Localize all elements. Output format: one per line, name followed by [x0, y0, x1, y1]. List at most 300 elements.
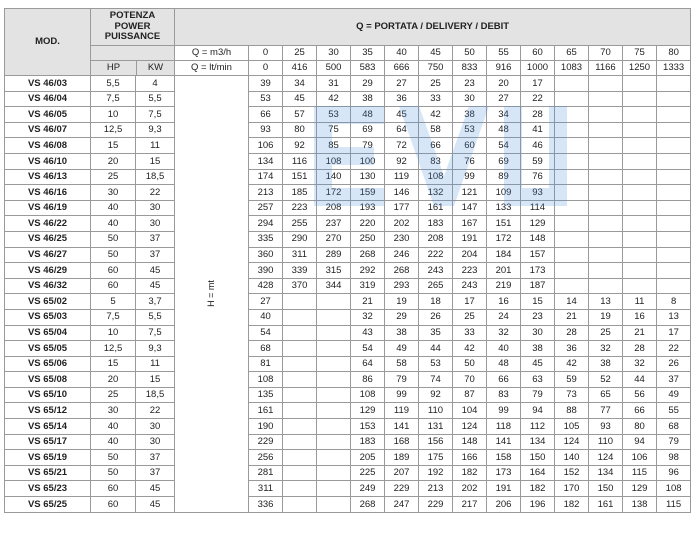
head-value-cell: 132: [419, 185, 453, 201]
model-cell: VS 46/19: [5, 200, 91, 216]
kw-cell: 7,5: [136, 107, 175, 123]
head-value-cell: 63: [521, 372, 555, 388]
head-value-cell: 11: [623, 294, 657, 310]
table-row: [5, 465, 691, 481]
head-value-cell: 185: [283, 185, 317, 201]
head-value-cell: 88: [555, 403, 589, 419]
head-value-cell: 75: [317, 122, 351, 138]
head-value-cell: [283, 434, 317, 450]
head-value-cell: 92: [419, 387, 453, 403]
head-value-cell: 45: [521, 356, 555, 372]
q-m3h-value: 25: [283, 46, 317, 61]
kw-cell: 18,5: [136, 387, 175, 403]
head-value-cell: [555, 278, 589, 294]
head-value-cell: 243: [419, 263, 453, 279]
kw-cell: 45: [136, 481, 175, 497]
head-value-cell: 208: [317, 200, 351, 216]
q-ltmin-value: 500: [317, 61, 351, 76]
head-value-cell: 23: [453, 76, 487, 92]
head-value-cell: 53: [249, 91, 283, 107]
head-value-cell: 110: [589, 434, 623, 450]
head-value-cell: 26: [657, 356, 691, 372]
table-row: [5, 481, 691, 497]
head-value-cell: 22: [657, 341, 691, 357]
head-value-cell: 44: [419, 341, 453, 357]
head-value-cell: 158: [487, 450, 521, 466]
head-value-cell: [623, 247, 657, 263]
head-value-cell: 53: [419, 356, 453, 372]
head-value-cell: [317, 325, 351, 341]
model-cell: VS 65/12: [5, 403, 91, 419]
head-value-cell: 79: [351, 138, 385, 154]
head-value-cell: 175: [419, 450, 453, 466]
head-value-cell: 8: [657, 294, 691, 310]
hp-cell: 25: [91, 169, 136, 185]
head-value-cell: [657, 91, 691, 107]
head-value-cell: 65: [589, 387, 623, 403]
head-value-cell: 184: [487, 247, 521, 263]
head-value-cell: [657, 263, 691, 279]
head-value-cell: [317, 341, 351, 357]
head-value-cell: 129: [521, 216, 555, 232]
head-value-cell: [317, 403, 351, 419]
hp-cell: 20: [91, 153, 136, 169]
head-value-cell: 294: [249, 216, 283, 232]
head-value-cell: 16: [623, 309, 657, 325]
head-value-cell: 129: [623, 481, 657, 497]
q-ltmin-value: 1000: [521, 61, 555, 76]
head-value-cell: 32: [589, 341, 623, 357]
kw-cell: 11: [136, 138, 175, 154]
head-value-cell: 115: [623, 465, 657, 481]
head-value-cell: 99: [487, 403, 521, 419]
head-value-cell: 124: [453, 419, 487, 435]
head-value-cell: [657, 185, 691, 201]
head-value-cell: [317, 387, 351, 403]
head-value-cell: 230: [385, 231, 419, 247]
head-value-cell: 85: [317, 138, 351, 154]
head-value-cell: 151: [487, 216, 521, 232]
hp-cell: 12,5: [91, 122, 136, 138]
head-value-cell: 26: [419, 309, 453, 325]
model-header: MOD.: [5, 9, 91, 76]
model-cell: VS 46/16: [5, 185, 91, 201]
head-value-cell: 336: [249, 497, 283, 513]
head-value-cell: 339: [283, 263, 317, 279]
head-value-cell: 27: [487, 91, 521, 107]
head-value-cell: 38: [385, 325, 419, 341]
head-value-cell: 335: [249, 231, 283, 247]
head-value-cell: [623, 169, 657, 185]
head-value-cell: 38: [521, 341, 555, 357]
table-row: [5, 247, 691, 263]
kw-cell: 30: [136, 434, 175, 450]
head-value-cell: 68: [249, 341, 283, 357]
head-value-cell: [623, 278, 657, 294]
head-value-cell: 94: [521, 403, 555, 419]
table-row: [5, 76, 691, 92]
head-value-cell: 43: [351, 325, 385, 341]
model-cell: VS 46/08: [5, 138, 91, 154]
head-value-cell: 92: [283, 138, 317, 154]
head-value-cell: 104: [453, 403, 487, 419]
head-value-cell: 270: [317, 231, 351, 247]
hp-cell: 10: [91, 107, 136, 123]
q-m3h-value: 40: [385, 46, 419, 61]
power-label-fr: PUISSANCE: [104, 31, 161, 43]
head-value-cell: 148: [453, 434, 487, 450]
head-value-cell: 14: [555, 294, 589, 310]
model-cell: VS 46/03: [5, 76, 91, 92]
head-value-cell: 150: [589, 481, 623, 497]
model-cell: VS 65/17: [5, 434, 91, 450]
model-cell: VS 46/13: [5, 169, 91, 185]
model-cell: VS 46/04: [5, 91, 91, 107]
head-value-cell: 29: [351, 76, 385, 92]
hp-cell: 50: [91, 465, 136, 481]
head-value-cell: 124: [555, 434, 589, 450]
head-value-cell: 173: [521, 263, 555, 279]
head-value-cell: [657, 138, 691, 154]
head-value-cell: [589, 231, 623, 247]
head-value-cell: 311: [249, 481, 283, 497]
q-ltmin-value: 1083: [555, 61, 589, 76]
head-value-cell: 150: [521, 450, 555, 466]
head-value-cell: 191: [453, 231, 487, 247]
head-value-cell: 81: [249, 356, 283, 372]
kw-cell: 30: [136, 216, 175, 232]
head-value-cell: 246: [385, 247, 419, 263]
head-value-cell: [555, 153, 589, 169]
head-value-cell: [657, 122, 691, 138]
head-value-cell: 129: [351, 403, 385, 419]
kw-cell: 5,5: [136, 309, 175, 325]
kw-cell: 22: [136, 403, 175, 419]
head-value-cell: 79: [657, 434, 691, 450]
head-value-cell: 290: [283, 231, 317, 247]
hp-unit: HP: [91, 61, 137, 75]
head-value-cell: [555, 138, 589, 154]
power-units-cell: [91, 46, 175, 76]
head-value-cell: [555, 200, 589, 216]
hp-cell: 20: [91, 372, 136, 388]
head-value-cell: 292: [351, 263, 385, 279]
head-value-cell: 42: [555, 356, 589, 372]
head-value-cell: [283, 497, 317, 513]
head-value-cell: 135: [249, 387, 283, 403]
table-row: [5, 403, 691, 419]
head-value-cell: 38: [589, 356, 623, 372]
head-value-cell: 69: [351, 122, 385, 138]
head-value-cell: [657, 200, 691, 216]
head-value-cell: 34: [487, 107, 521, 123]
head-value-cell: 69: [487, 153, 521, 169]
head-value-cell: [283, 419, 317, 435]
model-cell: VS 65/04: [5, 325, 91, 341]
hp-cell: 40: [91, 434, 136, 450]
head-value-cell: 105: [555, 419, 589, 435]
head-value-cell: 36: [385, 91, 419, 107]
head-value-cell: 19: [385, 294, 419, 310]
head-value-cell: 118: [487, 419, 521, 435]
head-value-cell: 54: [351, 341, 385, 357]
head-value-cell: 31: [317, 76, 351, 92]
head-value-cell: [623, 122, 657, 138]
head-value-cell: 315: [317, 263, 351, 279]
head-value-cell: 70: [453, 372, 487, 388]
power-label-it: POTENZA: [109, 10, 156, 22]
head-value-cell: 93: [249, 122, 283, 138]
head-value-cell: 196: [521, 497, 555, 513]
head-value-cell: 390: [249, 263, 283, 279]
head-value-cell: 222: [419, 247, 453, 263]
head-value-cell: 134: [521, 434, 555, 450]
head-value-cell: 146: [385, 185, 419, 201]
head-value-cell: 48: [487, 122, 521, 138]
flow-header: Q = PORTATA / DELIVERY / DEBIT: [175, 9, 691, 46]
head-value-cell: 15: [521, 294, 555, 310]
table-row: [5, 450, 691, 466]
head-value-cell: 24: [487, 309, 521, 325]
head-value-cell: 74: [419, 372, 453, 388]
head-value-cell: [589, 107, 623, 123]
model-cell: VS 65/03: [5, 309, 91, 325]
head-value-cell: 96: [657, 465, 691, 481]
head-value-cell: [317, 419, 351, 435]
kw-cell: 15: [136, 372, 175, 388]
head-value-cell: [623, 153, 657, 169]
head-value-cell: 87: [453, 387, 487, 403]
head-value-cell: 93: [589, 419, 623, 435]
head-value-cell: [589, 153, 623, 169]
hp-cell: 50: [91, 231, 136, 247]
head-value-cell: [623, 263, 657, 279]
head-value-cell: 40: [487, 341, 521, 357]
head-value-cell: [589, 278, 623, 294]
head-value-cell: 29: [385, 309, 419, 325]
head-unit-label: H = mt: [205, 280, 216, 308]
head-value-cell: [283, 465, 317, 481]
hp-cell: 60: [91, 278, 136, 294]
head-value-cell: 41: [521, 122, 555, 138]
head-value-cell: [589, 138, 623, 154]
head-value-cell: 49: [385, 341, 419, 357]
head-value-cell: 281: [249, 465, 283, 481]
kw-cell: 37: [136, 465, 175, 481]
head-value-cell: [589, 122, 623, 138]
head-value-cell: 21: [623, 325, 657, 341]
head-value-cell: 18: [419, 294, 453, 310]
head-value-cell: 83: [419, 153, 453, 169]
q-m3h-value: 55: [487, 46, 521, 61]
head-value-cell: 30: [453, 91, 487, 107]
model-cell: VS 46/25: [5, 231, 91, 247]
head-value-cell: [623, 216, 657, 232]
head-value-cell: 112: [521, 419, 555, 435]
head-value-cell: 66: [623, 403, 657, 419]
head-value-cell: 182: [453, 465, 487, 481]
head-value-cell: 21: [555, 309, 589, 325]
kw-cell: 9,3: [136, 341, 175, 357]
q-ltmin-value: 833: [453, 61, 487, 76]
head-value-cell: [623, 138, 657, 154]
head-value-cell: [589, 185, 623, 201]
head-value-cell: [283, 387, 317, 403]
head-value-cell: 344: [317, 278, 351, 294]
head-value-cell: 182: [521, 481, 555, 497]
head-value-cell: 16: [487, 294, 521, 310]
q-m3h-value: 65: [555, 46, 589, 61]
head-value-cell: 219: [487, 278, 521, 294]
head-value-cell: 119: [385, 169, 419, 185]
head-value-cell: 293: [385, 278, 419, 294]
head-value-cell: 170: [555, 481, 589, 497]
head-value-cell: 131: [419, 419, 453, 435]
head-value-cell: [555, 231, 589, 247]
head-value-cell: [283, 294, 317, 310]
head-value-cell: 54: [249, 325, 283, 341]
head-value-cell: 28: [555, 325, 589, 341]
head-value-cell: 428: [249, 278, 283, 294]
head-value-cell: [555, 185, 589, 201]
head-value-cell: 42: [419, 107, 453, 123]
q-ltmin-value: 666: [385, 61, 419, 76]
head-value-cell: [317, 465, 351, 481]
head-value-cell: [589, 216, 623, 232]
head-value-cell: 182: [555, 497, 589, 513]
head-unit-cell: [175, 76, 249, 513]
head-value-cell: [589, 200, 623, 216]
head-value-cell: 202: [385, 216, 419, 232]
head-value-cell: 191: [487, 481, 521, 497]
hp-cell: 40: [91, 419, 136, 435]
head-value-cell: 247: [385, 497, 419, 513]
hp-cell: 15: [91, 356, 136, 372]
head-value-cell: 22: [521, 91, 555, 107]
model-cell: VS 65/25: [5, 497, 91, 513]
head-value-cell: 64: [351, 356, 385, 372]
head-value-cell: 115: [657, 497, 691, 513]
head-value-cell: 77: [589, 403, 623, 419]
q-m3h-value: 45: [419, 46, 453, 61]
head-value-cell: 32: [623, 356, 657, 372]
head-value-cell: 57: [283, 107, 317, 123]
head-value-cell: 151: [283, 169, 317, 185]
head-value-cell: 249: [351, 481, 385, 497]
head-value-cell: 20: [487, 76, 521, 92]
kw-cell: 37: [136, 450, 175, 466]
head-value-cell: 202: [453, 481, 487, 497]
head-value-cell: 27: [385, 76, 419, 92]
head-value-cell: [589, 91, 623, 107]
head-value-cell: 268: [351, 247, 385, 263]
head-value-cell: 140: [317, 169, 351, 185]
head-value-cell: [555, 216, 589, 232]
head-value-cell: 50: [453, 356, 487, 372]
power-header: [91, 9, 175, 46]
head-value-cell: 79: [521, 387, 555, 403]
table-row: [5, 372, 691, 388]
head-value-cell: 73: [555, 387, 589, 403]
head-value-cell: [657, 76, 691, 92]
kw-cell: 15: [136, 153, 175, 169]
head-value-cell: 237: [317, 216, 351, 232]
head-value-cell: 140: [555, 450, 589, 466]
head-value-cell: 229: [249, 434, 283, 450]
head-value-cell: 37: [657, 372, 691, 388]
table-row: [5, 356, 691, 372]
head-value-cell: 109: [487, 185, 521, 201]
head-value-cell: 89: [487, 169, 521, 185]
head-value-cell: 114: [521, 200, 555, 216]
head-value-cell: 189: [385, 450, 419, 466]
q-ltmin-value: 583: [351, 61, 385, 76]
head-value-cell: 220: [351, 216, 385, 232]
head-value-cell: 108: [657, 481, 691, 497]
head-value-cell: 32: [487, 325, 521, 341]
head-value-cell: 360: [249, 247, 283, 263]
head-value-cell: 64: [385, 122, 419, 138]
head-value-cell: 370: [283, 278, 317, 294]
head-value-cell: 23: [521, 309, 555, 325]
head-value-cell: 60: [453, 138, 487, 154]
head-value-cell: [555, 107, 589, 123]
head-value-cell: [317, 356, 351, 372]
table-row: [5, 153, 691, 169]
q-m3h-value: 30: [317, 46, 351, 61]
head-value-cell: [317, 434, 351, 450]
head-value-cell: [657, 153, 691, 169]
head-value-cell: 108: [317, 153, 351, 169]
head-value-cell: 98: [657, 450, 691, 466]
head-value-cell: 49: [657, 387, 691, 403]
hp-cell: 40: [91, 216, 136, 232]
kw-cell: 30: [136, 419, 175, 435]
head-value-cell: [555, 91, 589, 107]
head-value-cell: 187: [521, 278, 555, 294]
head-value-cell: 59: [521, 153, 555, 169]
hp-cell: 40: [91, 200, 136, 216]
head-value-cell: [555, 122, 589, 138]
head-value-cell: 28: [623, 341, 657, 357]
head-value-cell: 183: [351, 434, 385, 450]
head-value-cell: 172: [317, 185, 351, 201]
head-value-cell: 13: [657, 309, 691, 325]
head-value-cell: 268: [385, 263, 419, 279]
table-row: [5, 278, 691, 294]
q-m3h-value: 60: [521, 46, 555, 61]
head-value-cell: 168: [385, 434, 419, 450]
head-value-cell: [589, 263, 623, 279]
head-value-cell: 223: [283, 200, 317, 216]
head-value-cell: 68: [657, 419, 691, 435]
head-value-cell: 54: [487, 138, 521, 154]
head-value-cell: 225: [351, 465, 385, 481]
head-value-cell: [657, 247, 691, 263]
hp-cell: 60: [91, 263, 136, 279]
head-value-cell: 192: [419, 465, 453, 481]
table-row: [5, 138, 691, 154]
model-cell: VS 65/21: [5, 465, 91, 481]
model-cell: VS 65/10: [5, 387, 91, 403]
q-m3h-value: 75: [623, 46, 657, 61]
head-value-cell: 56: [623, 387, 657, 403]
q-ltmin-value: 750: [419, 61, 453, 76]
hp-cell: 7,5: [91, 309, 136, 325]
head-value-cell: 108: [351, 387, 385, 403]
head-value-cell: 36: [555, 341, 589, 357]
table-wrapper: [4, 8, 690, 513]
